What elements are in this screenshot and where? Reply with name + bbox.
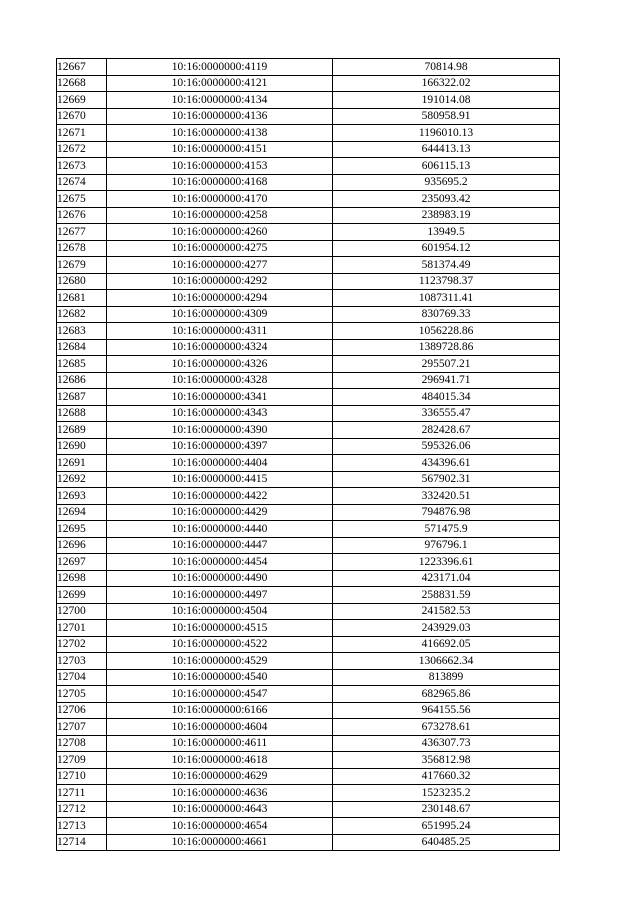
- row-number: 12672: [57, 141, 107, 158]
- cadastral-number: 10:16:0000000:4138: [107, 125, 333, 142]
- cadastral-value: 1223396.61: [333, 554, 560, 571]
- cadastral-number: 10:16:0000000:4522: [107, 636, 333, 653]
- row-number: 12680: [57, 273, 107, 290]
- cadastral-value: 682965.86: [333, 686, 560, 703]
- cadastral-number: 10:16:0000000:4328: [107, 372, 333, 389]
- cadastral-number: 10:16:0000000:4258: [107, 207, 333, 224]
- cadastral-number: 10:16:0000000:4504: [107, 603, 333, 620]
- row-number: 12689: [57, 422, 107, 439]
- cadastral-number: 10:16:0000000:4397: [107, 438, 333, 455]
- cadastral-number: 10:16:0000000:4260: [107, 224, 333, 241]
- row-number: 12713: [57, 818, 107, 835]
- table-row: [57, 438, 560, 455]
- cadastral-number: 10:16:0000000:4326: [107, 356, 333, 373]
- table-row: [57, 768, 560, 785]
- table-row: [57, 158, 560, 175]
- cadastral-value-table: [56, 58, 560, 851]
- cadastral-value: 567902.31: [333, 471, 560, 488]
- table-row: [57, 620, 560, 637]
- cadastral-number: 10:16:0000000:4490: [107, 570, 333, 587]
- row-number: 12714: [57, 834, 107, 851]
- table-row: [57, 735, 560, 752]
- row-number: 12669: [57, 92, 107, 109]
- cadastral-number: 10:16:0000000:4618: [107, 752, 333, 769]
- table-body: [57, 59, 560, 851]
- cadastral-number: 10:16:0000000:4429: [107, 504, 333, 521]
- row-number: 12681: [57, 290, 107, 307]
- cadastral-number: 10:16:0000000:4404: [107, 455, 333, 472]
- row-number: 12673: [57, 158, 107, 175]
- row-number: 12693: [57, 488, 107, 505]
- row-number: 12674: [57, 174, 107, 191]
- cadastral-number: 10:16:0000000:4277: [107, 257, 333, 274]
- cadastral-value: 644413.13: [333, 141, 560, 158]
- row-number: 12670: [57, 108, 107, 125]
- table-row: [57, 141, 560, 158]
- table-row: [57, 59, 560, 76]
- row-number: 12694: [57, 504, 107, 521]
- row-number: 12697: [57, 554, 107, 571]
- cadastral-number: 10:16:0000000:4643: [107, 801, 333, 818]
- row-number: 12703: [57, 653, 107, 670]
- row-number: 12705: [57, 686, 107, 703]
- cadastral-number: 10:16:0000000:4134: [107, 92, 333, 109]
- cadastral-number: 10:16:0000000:4121: [107, 75, 333, 92]
- cadastral-value: 651995.24: [333, 818, 560, 835]
- cadastral-value: 282428.67: [333, 422, 560, 439]
- cadastral-number: 10:16:0000000:4540: [107, 669, 333, 686]
- cadastral-number: 10:16:0000000:4292: [107, 273, 333, 290]
- row-number: 12704: [57, 669, 107, 686]
- cadastral-number: 10:16:0000000:4447: [107, 537, 333, 554]
- cadastral-value: 356812.98: [333, 752, 560, 769]
- row-number: 12677: [57, 224, 107, 241]
- row-number: 12711: [57, 785, 107, 802]
- table-row: [57, 834, 560, 851]
- row-number: 12706: [57, 702, 107, 719]
- cadastral-value: 580958.91: [333, 108, 560, 125]
- row-number: 12698: [57, 570, 107, 587]
- row-number: 12702: [57, 636, 107, 653]
- cadastral-value: 673278.61: [333, 719, 560, 736]
- cadastral-value: 601954.12: [333, 240, 560, 257]
- table-row: [57, 240, 560, 257]
- cadastral-number: 10:16:0000000:4636: [107, 785, 333, 802]
- row-number: 12675: [57, 191, 107, 208]
- cadastral-value: 417660.32: [333, 768, 560, 785]
- cadastral-number: 10:16:0000000:4275: [107, 240, 333, 257]
- table-row: [57, 587, 560, 604]
- cadastral-value: 416692.05: [333, 636, 560, 653]
- cadastral-number: 10:16:0000000:4422: [107, 488, 333, 505]
- cadastral-value: 976796.1: [333, 537, 560, 554]
- table-row: [57, 537, 560, 554]
- cadastral-value: 964155.56: [333, 702, 560, 719]
- table-row: [57, 339, 560, 356]
- cadastral-value: 434396.61: [333, 455, 560, 472]
- row-number: 12687: [57, 389, 107, 406]
- table-row: [57, 818, 560, 835]
- cadastral-number: 10:16:0000000:4629: [107, 768, 333, 785]
- table-row: [57, 389, 560, 406]
- table-row: [57, 92, 560, 109]
- row-number: 12685: [57, 356, 107, 373]
- row-number: 12701: [57, 620, 107, 637]
- cadastral-value: 191014.08: [333, 92, 560, 109]
- cadastral-value: 1196010.13: [333, 125, 560, 142]
- cadastral-value: 1123798.37: [333, 273, 560, 290]
- table-row: [57, 125, 560, 142]
- row-number: 12688: [57, 405, 107, 422]
- cadastral-value: 830769.33: [333, 306, 560, 323]
- cadastral-number: 10:16:0000000:4440: [107, 521, 333, 538]
- row-number: 12686: [57, 372, 107, 389]
- cadastral-number: 10:16:0000000:4415: [107, 471, 333, 488]
- row-number: 12709: [57, 752, 107, 769]
- cadastral-value: 243929.03: [333, 620, 560, 637]
- table-row: [57, 801, 560, 818]
- table-row: [57, 636, 560, 653]
- cadastral-value: 1523235.2: [333, 785, 560, 802]
- row-number: 12683: [57, 323, 107, 340]
- table-row: [57, 488, 560, 505]
- cadastral-number: 10:16:0000000:6166: [107, 702, 333, 719]
- cadastral-value: 13949.5: [333, 224, 560, 241]
- cadastral-number: 10:16:0000000:4661: [107, 834, 333, 851]
- cadastral-number: 10:16:0000000:4168: [107, 174, 333, 191]
- table-row: [57, 174, 560, 191]
- cadastral-number: 10:16:0000000:4654: [107, 818, 333, 835]
- cadastral-number: 10:16:0000000:4309: [107, 306, 333, 323]
- cadastral-value: 1389728.86: [333, 339, 560, 356]
- cadastral-value: 332420.51: [333, 488, 560, 505]
- table-row: [57, 356, 560, 373]
- table-row: [57, 686, 560, 703]
- cadastral-number: 10:16:0000000:4136: [107, 108, 333, 125]
- row-number: 12692: [57, 471, 107, 488]
- table-row: [57, 224, 560, 241]
- cadastral-number: 10:16:0000000:4390: [107, 422, 333, 439]
- row-number: 12682: [57, 306, 107, 323]
- row-number: 12712: [57, 801, 107, 818]
- table-row: [57, 785, 560, 802]
- cadastral-number: 10:16:0000000:4170: [107, 191, 333, 208]
- row-number: 12684: [57, 339, 107, 356]
- table-row: [57, 207, 560, 224]
- cadastral-value: 238983.19: [333, 207, 560, 224]
- table-row: [57, 570, 560, 587]
- cadastral-value: 296941.71: [333, 372, 560, 389]
- row-number: 12707: [57, 719, 107, 736]
- row-number: 12691: [57, 455, 107, 472]
- table-row: [57, 669, 560, 686]
- cadastral-value: 1306662.34: [333, 653, 560, 670]
- table-row: [57, 75, 560, 92]
- row-number: 12699: [57, 587, 107, 604]
- row-number: 12676: [57, 207, 107, 224]
- table-row: [57, 108, 560, 125]
- table-row: [57, 372, 560, 389]
- cadastral-value: 484015.34: [333, 389, 560, 406]
- cadastral-value: 1087311.41: [333, 290, 560, 307]
- cadastral-number: 10:16:0000000:4294: [107, 290, 333, 307]
- table-row: [57, 702, 560, 719]
- table-row: [57, 719, 560, 736]
- cadastral-value: 606115.13: [333, 158, 560, 175]
- cadastral-number: 10:16:0000000:4547: [107, 686, 333, 703]
- cadastral-number: 10:16:0000000:4153: [107, 158, 333, 175]
- cadastral-value: 813899: [333, 669, 560, 686]
- cadastral-value: 235093.42: [333, 191, 560, 208]
- table-row: [57, 521, 560, 538]
- cadastral-value: 595326.06: [333, 438, 560, 455]
- cadastral-number: 10:16:0000000:4497: [107, 587, 333, 604]
- row-number: 12667: [57, 59, 107, 76]
- row-number: 12696: [57, 537, 107, 554]
- table-row: [57, 306, 560, 323]
- row-number: 12690: [57, 438, 107, 455]
- row-number: 12695: [57, 521, 107, 538]
- cadastral-value: 436307.73: [333, 735, 560, 752]
- cadastral-value: 794876.98: [333, 504, 560, 521]
- row-number: 12668: [57, 75, 107, 92]
- cadastral-value: 640485.25: [333, 834, 560, 851]
- cadastral-value: 581374.49: [333, 257, 560, 274]
- cadastral-number: 10:16:0000000:4119: [107, 59, 333, 76]
- cadastral-number: 10:16:0000000:4341: [107, 389, 333, 406]
- row-number: 12678: [57, 240, 107, 257]
- cadastral-value: 423171.04: [333, 570, 560, 587]
- cadastral-value: 230148.67: [333, 801, 560, 818]
- cadastral-number: 10:16:0000000:4515: [107, 620, 333, 637]
- table-row: [57, 455, 560, 472]
- cadastral-number: 10:16:0000000:4343: [107, 405, 333, 422]
- cadastral-value: 258831.59: [333, 587, 560, 604]
- cadastral-value: 241582.53: [333, 603, 560, 620]
- cadastral-value: 70814.98: [333, 59, 560, 76]
- cadastral-number: 10:16:0000000:4529: [107, 653, 333, 670]
- row-number: 12671: [57, 125, 107, 142]
- table-row: [57, 323, 560, 340]
- cadastral-number: 10:16:0000000:4151: [107, 141, 333, 158]
- table-row: [57, 554, 560, 571]
- row-number: 12710: [57, 768, 107, 785]
- row-number: 12700: [57, 603, 107, 620]
- cadastral-number: 10:16:0000000:4324: [107, 339, 333, 356]
- cadastral-value: 295507.21: [333, 356, 560, 373]
- table-row: [57, 290, 560, 307]
- table-row: [57, 257, 560, 274]
- cadastral-value: 166322.02: [333, 75, 560, 92]
- cadastral-value: 1056228.86: [333, 323, 560, 340]
- cadastral-number: 10:16:0000000:4311: [107, 323, 333, 340]
- cadastral-number: 10:16:0000000:4604: [107, 719, 333, 736]
- cadastral-value: 935695.2: [333, 174, 560, 191]
- cadastral-value: 571475.9: [333, 521, 560, 538]
- row-number: 12679: [57, 257, 107, 274]
- table-row: [57, 504, 560, 521]
- table-row: [57, 471, 560, 488]
- table-row: [57, 422, 560, 439]
- cadastral-number: 10:16:0000000:4611: [107, 735, 333, 752]
- cadastral-value: 336555.47: [333, 405, 560, 422]
- table-row: [57, 752, 560, 769]
- table-row: [57, 405, 560, 422]
- row-number: 12708: [57, 735, 107, 752]
- cadastral-number: 10:16:0000000:4454: [107, 554, 333, 571]
- table-row: [57, 273, 560, 290]
- table-row: [57, 603, 560, 620]
- table-row: [57, 191, 560, 208]
- table-row: [57, 653, 560, 670]
